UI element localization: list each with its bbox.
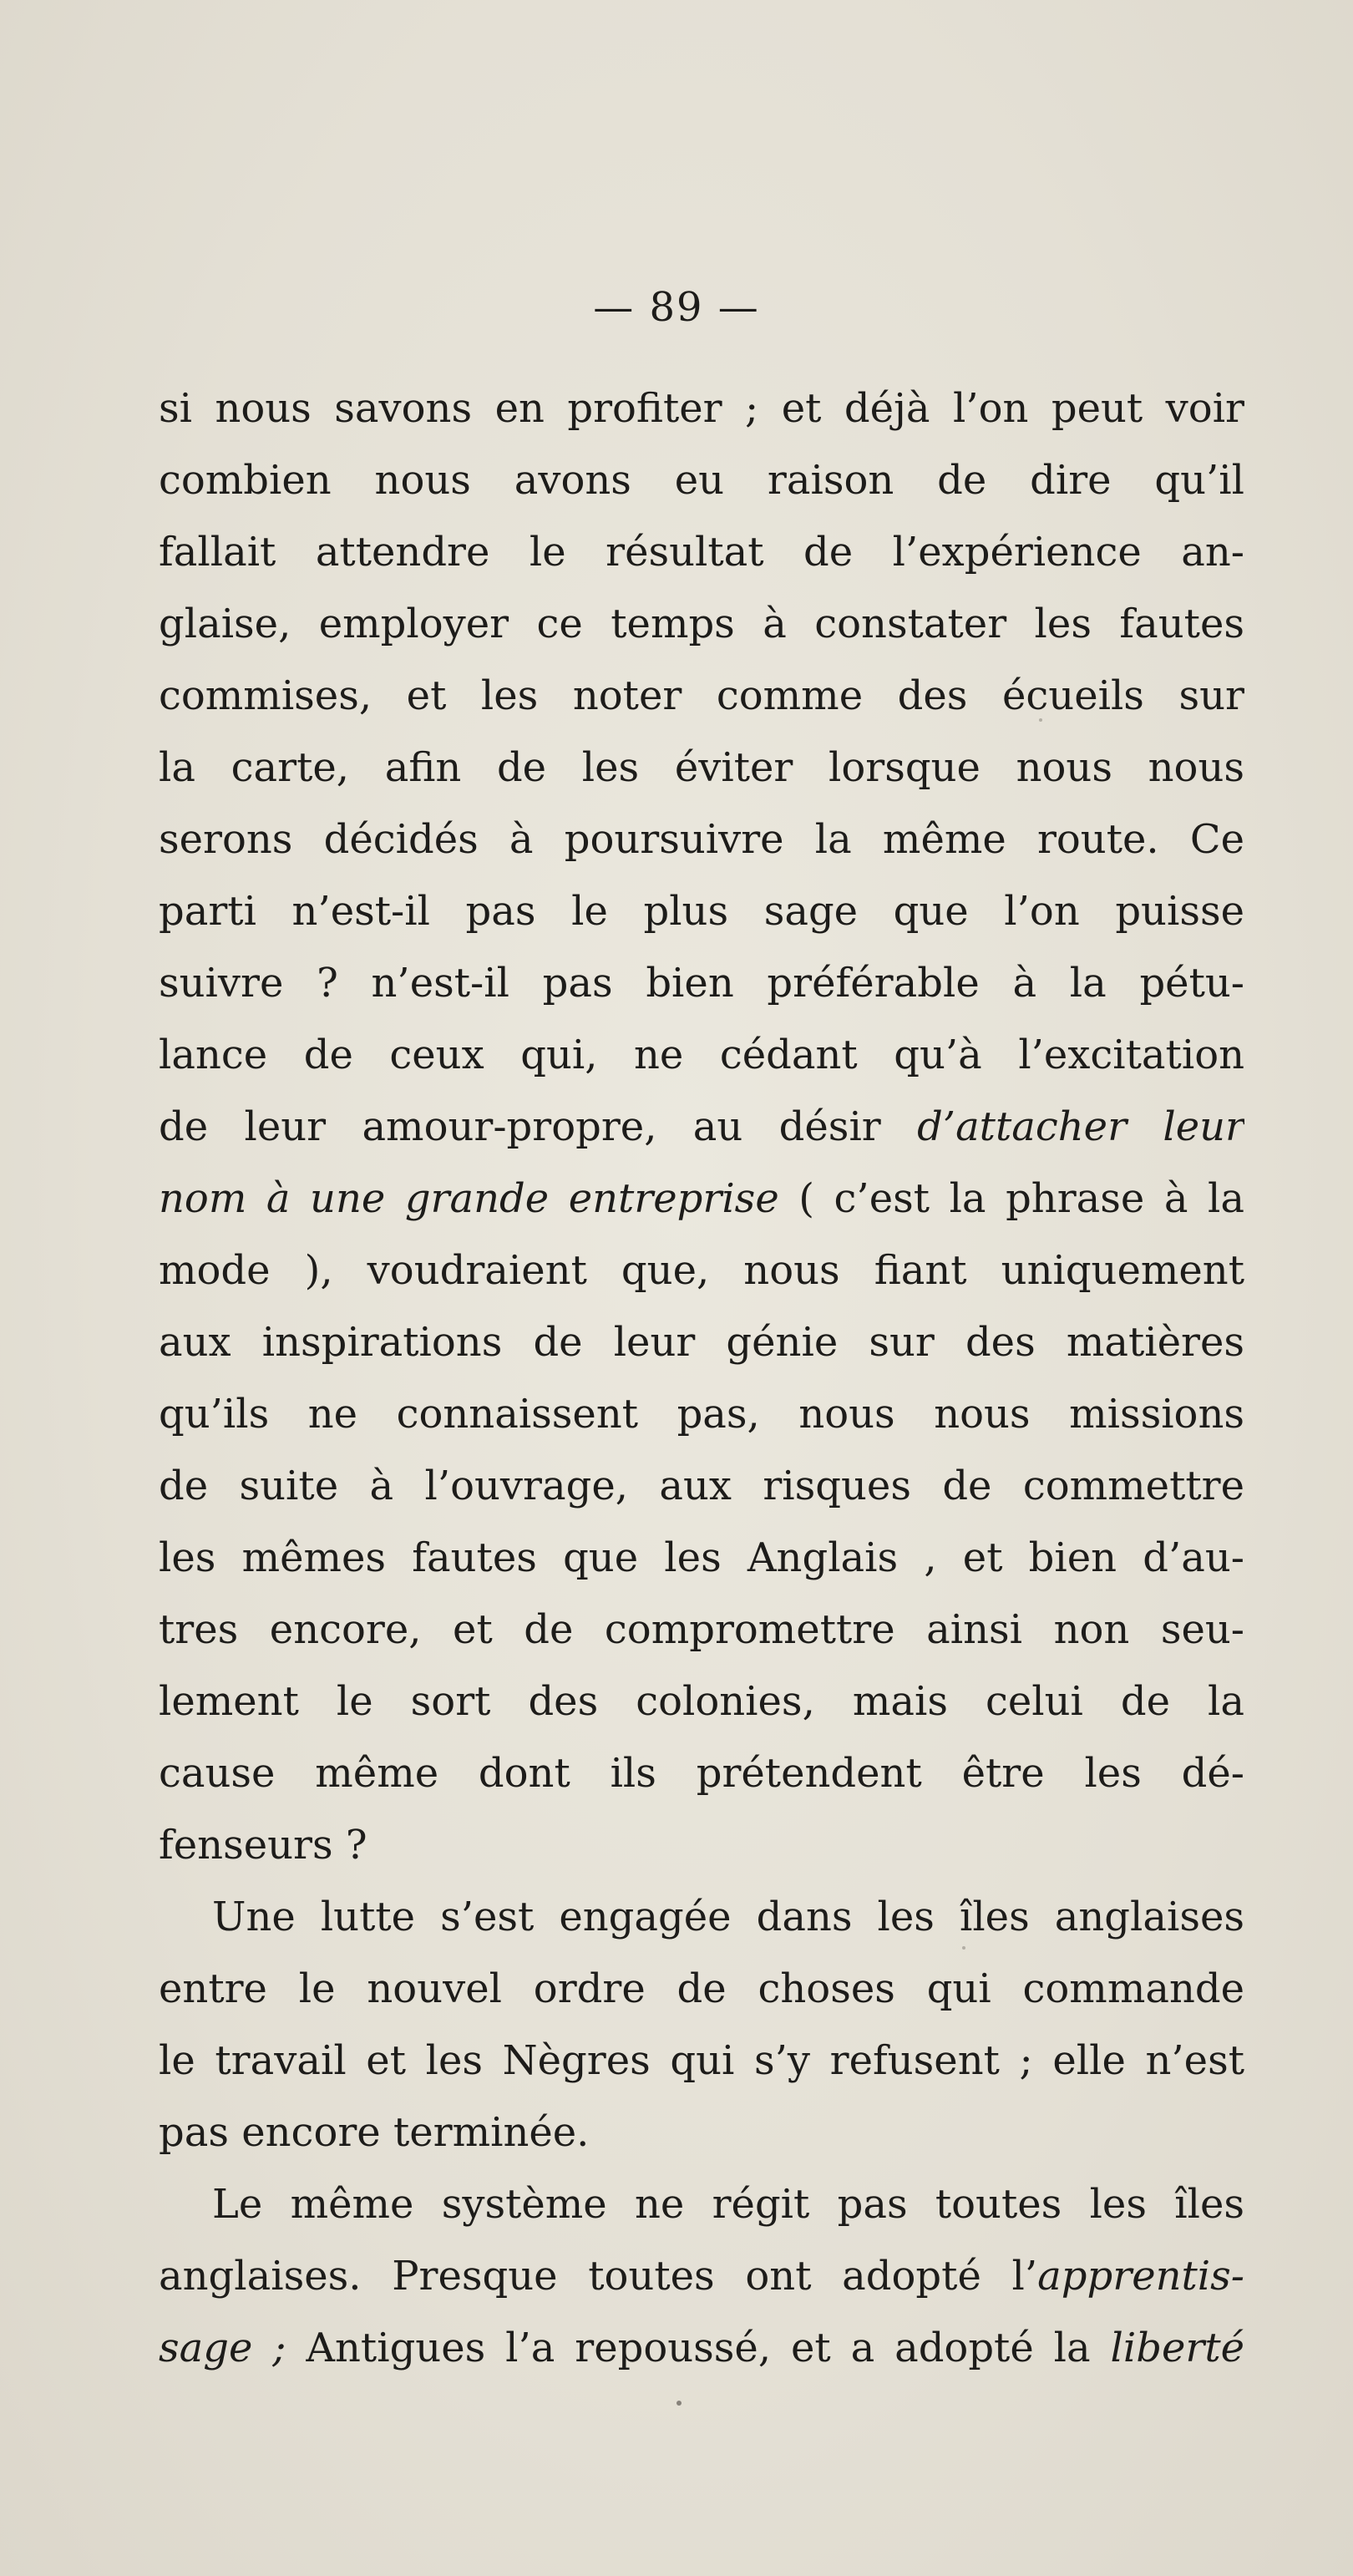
italic-text: liberté	[1110, 2325, 1244, 2371]
text-line: la carte, afin de les éviter lorsque nous nous	[159, 744, 1244, 791]
italic-text: nom à une grande entreprise	[159, 1175, 779, 1222]
text-line	[159, 1091, 1244, 1163]
text-line: Le même système ne régit pas toutes les îles	[212, 2181, 1244, 2228]
text-line: si nous savons en profiter ; et déjà l’on peut voir	[159, 385, 1244, 432]
text-line: suivre ? n’est-il pas bien préférable à la pétu-	[159, 960, 1244, 1007]
text-line: Une lutte s’est engagée dans les îles anglaises	[212, 1894, 1244, 1940]
paragraph-2	[159, 1881, 1244, 2168]
text-line: qu’ils ne connaissent pas, nous nous missions	[159, 1391, 1244, 1438]
text-line: glaise, employer ce temps à constater les fautes	[159, 601, 1244, 647]
text-line: lance de ceux qui, ne cédant qu’à l’excitation	[159, 1032, 1244, 1078]
text-line: mode ), voudraient que, nous fiant uniquement	[159, 1247, 1244, 1294]
text-line: fallait attendre le résultat de l’expérience an-	[159, 529, 1244, 576]
italic-text: apprentis-	[1037, 2253, 1244, 2300]
text-line: entre le nouvel ordre de choses qui commande	[159, 1965, 1244, 2012]
paragraph-1	[159, 373, 1244, 1881]
italic-text: d’attacher leur	[917, 1103, 1244, 1150]
text-segment: de leur amour-propre, au désir	[159, 1103, 918, 1150]
text-line: commises, et les noter comme des écueils sur	[159, 672, 1244, 719]
text-line: aux inspirations de leur génie sur des matières	[159, 1319, 1244, 1366]
text-line: de suite à l’ouvrage, aux risques de commettre	[159, 1463, 1244, 1509]
paper-speck	[1039, 718, 1042, 722]
text-line: fenseurs ?	[159, 1822, 367, 1869]
text-segment: Antigues l’a repoussé, et a adopté la	[286, 2325, 1111, 2371]
text-segment: ( c’est la phrase à la	[778, 1175, 1244, 1222]
text-line: combien nous avons eu raison de dire qu’il	[159, 457, 1244, 504]
text-line: tres encore, et de compromettre ainsi non seu-	[159, 1606, 1244, 1653]
text-line: parti n’est-il pas le plus sage que l’on puisse	[159, 888, 1244, 935]
page-number: — 89 —	[593, 284, 760, 331]
text-line	[159, 2312, 1244, 2384]
paper-speck	[962, 1946, 965, 1950]
text-segment: anglaises. Presque toutes ont adopté l’	[159, 2253, 1038, 2300]
text-line: les mêmes fautes que les Anglais , et bien d’au-	[159, 1534, 1244, 1581]
italic-text: sage ;	[159, 2325, 286, 2371]
text-line: pas encore terminée.	[159, 2109, 590, 2156]
text-line: le travail et les Nègres qui s’y refusent ; elle n’est	[159, 2037, 1244, 2084]
text-line: serons décidés à poursuivre la même route. Ce	[159, 816, 1244, 863]
paragraph-3	[159, 2168, 1244, 2384]
body-text	[159, 373, 1244, 2384]
text-line	[159, 2240, 1244, 2312]
paper-speck	[676, 2401, 682, 2406]
text-line: cause même dont ils prétendent être les dé-	[159, 1750, 1244, 1797]
text-line	[159, 1163, 1244, 1235]
text-line: lement le sort des colonies, mais celui de la	[159, 1678, 1244, 1725]
